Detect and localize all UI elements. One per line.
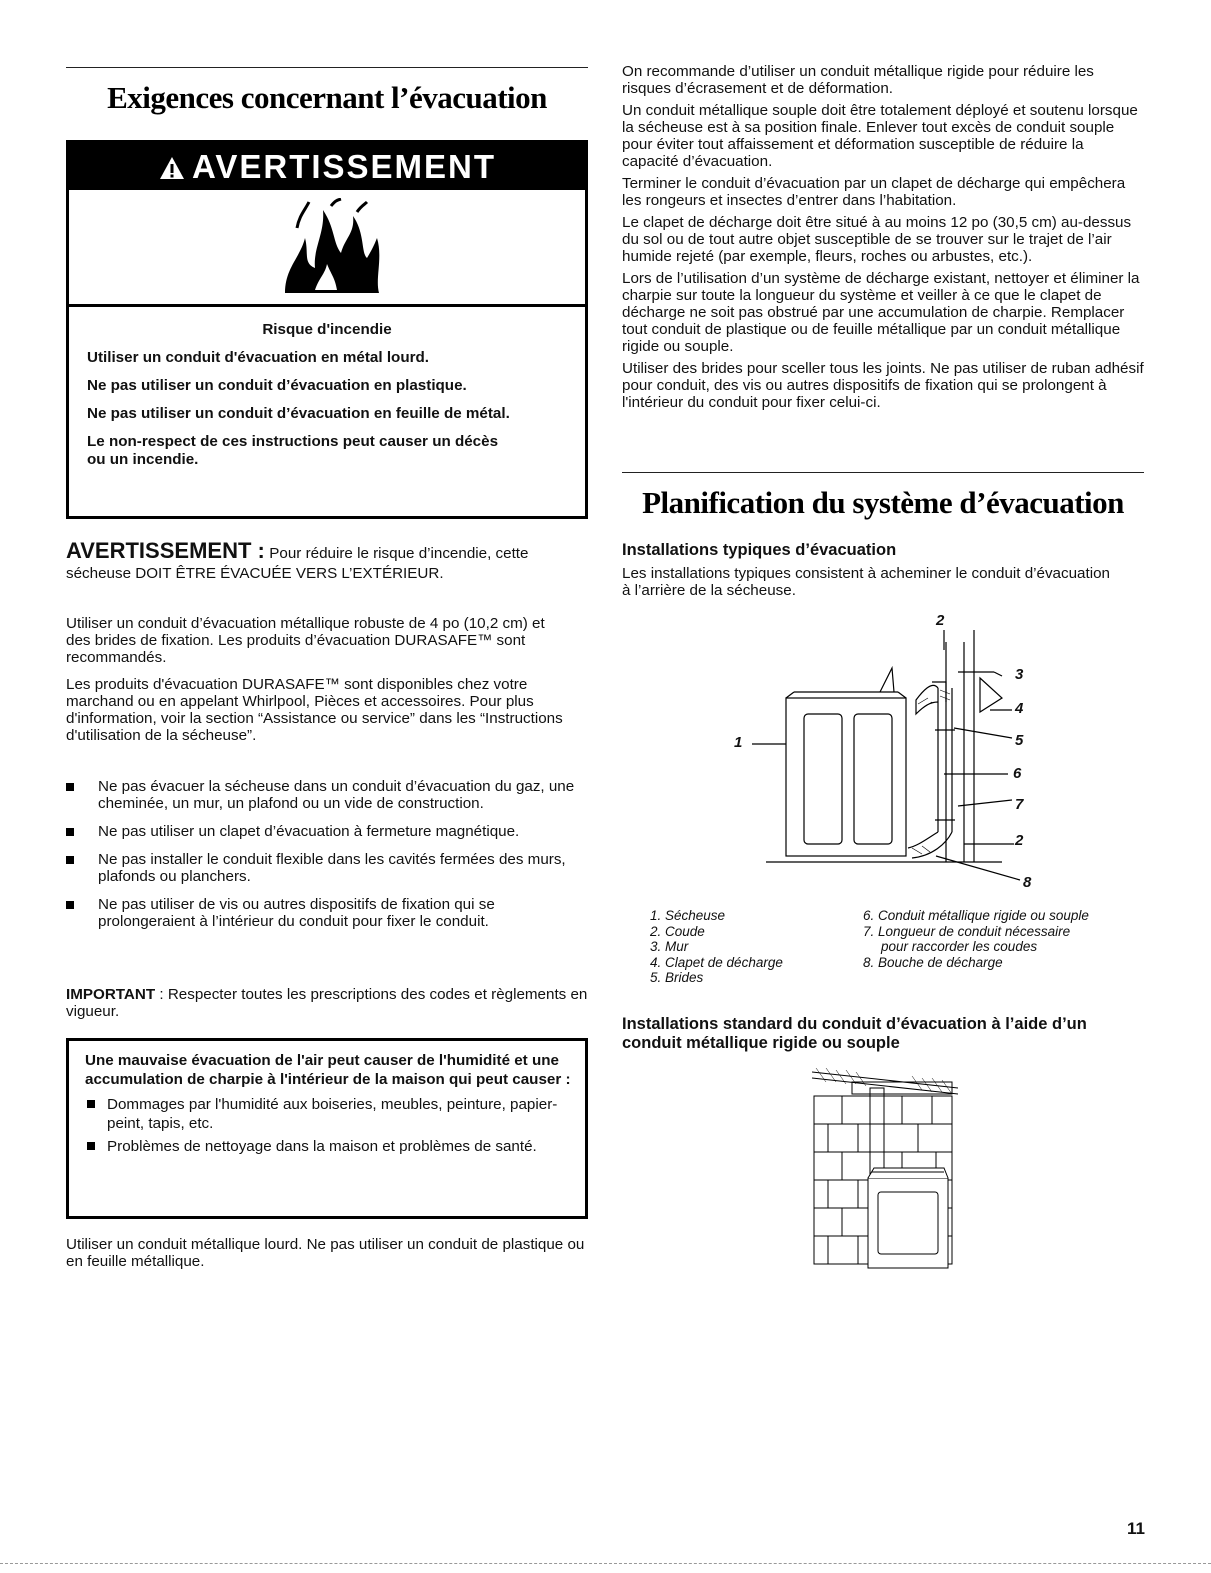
exhaust-diagram (732, 610, 1052, 900)
important-label: IMPORTANT (66, 986, 156, 1003)
risk-title: Risque d'incendie (262, 321, 392, 338)
callout-1: 1 (734, 734, 743, 751)
important-note (66, 986, 588, 1020)
paragraph: Utiliser des brides pour sceller tous les joints. Ne pas utiliser de ruban adhésif pour conduit, des vis ou autres dispositifs de fixation qui se prolongent à l'intérieur du conduit pour fixer celui-ci. (622, 360, 1144, 411)
legend-item: 2. Coude (650, 923, 705, 939)
legend-right (863, 908, 1089, 970)
bottom-edge-rule (0, 1563, 1211, 1564)
top-rule (66, 67, 588, 68)
basement-installation-drawing (812, 1068, 958, 1278)
legend-left (650, 908, 783, 986)
inline-warning (66, 540, 588, 582)
warning-line: Le non-respect de ces instructions peut causer un décès ou un incendie. (87, 433, 499, 468)
paragraph: Les installations typiques consistent à acheminer le conduit d’évacuation à l’arrière de la sécheuse. (622, 565, 1110, 599)
legend-item: 3. Mur (650, 939, 689, 954)
callout-8: 8 (1023, 874, 1032, 891)
paragraph: Le clapet de décharge doit être situé à au moins 12 po (30,5 cm) au-dessus du sol ou de tout autre objet susceptible de se trouver sur le trajet de l’air humide rejeté (par exemple, fleurs, roches ou arbustes, etc.). (622, 214, 1132, 265)
list-item: Problèmes de nettoyage dans la maison et problèmes de santé. (85, 1137, 547, 1156)
legend-item: 1. Sécheuse (650, 908, 726, 923)
legend-item: 7. Longueur de conduit nécessaire (863, 923, 1071, 939)
humidity-warning-box (66, 1038, 588, 1219)
list-item: Ne pas utiliser un clapet d’évacuation à fermeture magnétique. (66, 823, 538, 840)
legend-item: 4. Clapet de décharge (650, 954, 783, 970)
paragraph: On recommande d’utiliser un conduit métallique rigide pour réduire les risques d’écrasement et de déformation. (622, 63, 1094, 97)
inline-warning-label: AVERTISSEMENT : (66, 538, 265, 563)
warning-line: Utiliser un conduit d'évacuation en métal lourd. (87, 349, 430, 366)
callout-7: 7 (1015, 796, 1024, 813)
callout-3: 3 (1015, 666, 1024, 683)
list-item: Dommages par l'humidité aux boiseries, meubles, peinture, papier-peint, tapis, etc. (85, 1095, 571, 1133)
list-item: Ne pas évacuer la sécheuse dans un conduit d’évacuation du gaz, une cheminée, un mur, un plafond ou un vide de construction. (66, 778, 588, 812)
callout-2b: 2 (1015, 832, 1024, 849)
basement-installation-diagram (812, 1068, 958, 1278)
legend-item: 8. Bouche de décharge (863, 954, 1003, 970)
paragraph: Terminer le conduit d’évacuation par un clapet de décharge qui empêchera les rongeurs et insectes d’entrer dans l’habitation. (622, 175, 1126, 209)
warning-line: Ne pas utiliser un conduit d’évacuation en feuille de métal. (87, 405, 510, 422)
list-item: Ne pas installer le conduit flexible dans les cavités fermées des murs, plafonds ou planchers. (66, 851, 588, 885)
fire-hazard-icon (69, 190, 585, 307)
callout-4: 4 (1015, 700, 1024, 717)
paragraph: Les produits d'évacuation DURASAFE™ sont disponibles chez votre marchand ou en appelant Whirlpool, Pièces et accessoires. Pour plus d'information, voir la section “Assistance ou service” dans les “Instructions d'utilisation de la sécheuse”. (66, 676, 563, 744)
warning-body (69, 307, 585, 469)
warning-heading: AVERTISSEMENT (69, 143, 585, 190)
paragraph: Un conduit métallique souple doit être totalement déployé et soutenu lorsque la sécheuse est à sa position finale. Enlever tout excès de conduit souple pour éviter tout affaissement et déformation susceptible de réduire la capacité d’évacuation. (622, 102, 1138, 170)
bullet-list (66, 778, 588, 941)
legend-item: 5. Brides (650, 970, 704, 985)
important-text: : Respecter toutes les prescriptions des codes et règlements en vigueur. (66, 986, 588, 1020)
legend-item: 6. Conduit métallique rigide ou souple (863, 908, 1089, 923)
inline-warning-text: Pour réduire le risque d’incendie, cette (269, 545, 529, 562)
callout-6: 6 (1013, 765, 1022, 782)
right-paragraphs (622, 63, 1144, 411)
humidity-warning-heading: Une mauvaise évacuation de l'air peut causer de l'humidité et une accumulation de charpie à l'intérieur de la maison qui peut causer : (85, 1052, 571, 1088)
paragraph: Utiliser un conduit d’évacuation métallique robuste de 4 po (10,2 cm) et des brides de fixation. Les produits d’évacuation DURASAFE™ sont recommandés. (66, 615, 545, 666)
closing-paragraph: Utiliser un conduit métallique lourd. Ne pas utiliser un conduit de plastique ou en feuille métallique. (66, 1236, 585, 1270)
warning-line: Ne pas utiliser un conduit d’évacuation en plastique. (87, 377, 467, 394)
callout-2: 2 (936, 612, 945, 629)
section-rule (622, 472, 1144, 473)
subheading: Installations standard du conduit d’évacuation à l’aide d’un conduit métallique rigide ou souple (622, 1015, 1087, 1052)
inline-warning-text-2: sécheuse DOIT ÊTRE ÉVACUÉE VERS L’EXTÉRIEUR. (66, 565, 444, 582)
exhaust-diagram-drawing (732, 610, 1052, 900)
list-item: Ne pas utiliser de vis ou autres dispositifs de fixation qui se prolongeraient à l’intérieur du conduit pour fixer le conduit. (66, 896, 588, 930)
legend-item: pour raccorder les coudes (881, 939, 1038, 954)
warning-triangle-icon (158, 146, 186, 193)
subheading: Installations typiques d’évacuation (622, 541, 897, 559)
page-number: 11 (1127, 1519, 1145, 1538)
page-title: Exigences concernant l’évacuation (107, 80, 547, 115)
paragraph: Lors de l’utilisation d’un système de décharge existant, nettoyer et éliminer la charpie sur toute la longueur du système et veiller à ce que le clapet de décharge ne soit pas obstrué par une accumulation de charpie. Remplacer tout conduit de plastique ou de feuille métallique par un conduit métallique rigide ou souple. (622, 270, 1140, 355)
warning-box (66, 140, 588, 519)
callout-5: 5 (1015, 732, 1024, 749)
section-title: Planification du système d’évacuation (642, 485, 1124, 520)
